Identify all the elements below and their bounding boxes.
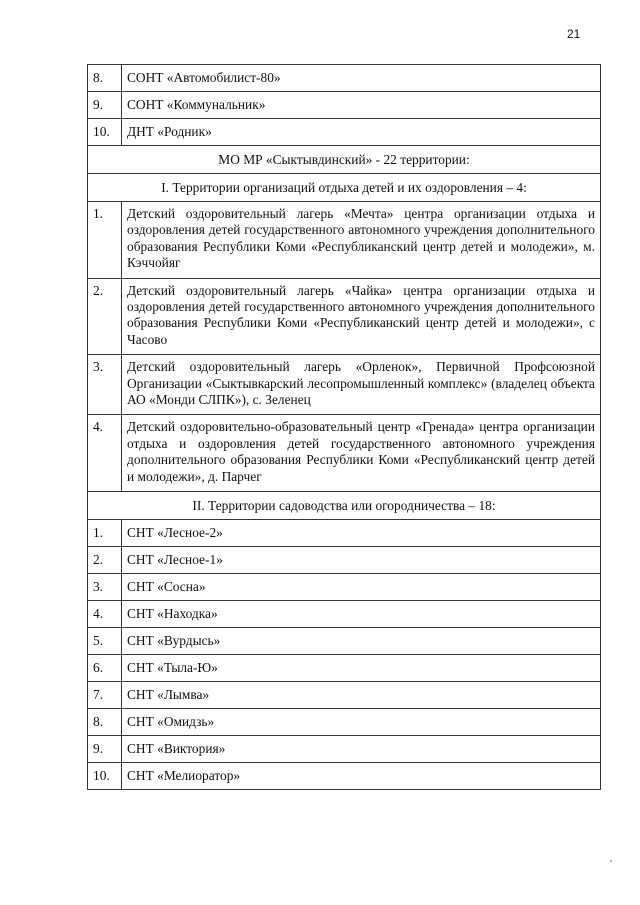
- table-row: [88, 415, 601, 492]
- row-number: 5.: [88, 628, 122, 655]
- row-text: СНТ «Вурдысь»: [122, 628, 601, 655]
- section-header-row: [88, 174, 601, 202]
- section-header-row: [88, 492, 601, 520]
- table-row: [88, 92, 601, 119]
- table-row: [88, 574, 601, 601]
- row-number: 4.: [88, 415, 122, 492]
- table-row: [88, 278, 601, 355]
- row-number: 7.: [88, 682, 122, 709]
- row-number: 9.: [88, 92, 122, 119]
- row-number: 2.: [88, 278, 122, 355]
- table-row: [88, 682, 601, 709]
- table-row: [88, 763, 601, 790]
- row-number: 4.: [88, 601, 122, 628]
- table-row: [88, 520, 601, 547]
- row-text: СНТ «Омидзь»: [122, 709, 601, 736]
- row-text: Детский оздоровительный лагерь «Чайка» центра организации отдыха и оздоровления детей государственного автономного учреждения дополнительного образования Республики Коми «Республиканский центр детей и молодежи», с Часово: [122, 278, 601, 355]
- row-text: СНТ «Находка»: [122, 601, 601, 628]
- table-row: [88, 709, 601, 736]
- table-row: [88, 736, 601, 763]
- row-text: СОНТ «Автомобилист-80»: [122, 65, 601, 92]
- row-text: СОНТ «Коммунальник»: [122, 92, 601, 119]
- row-text: ДНТ «Родник»: [122, 119, 601, 146]
- row-number: 2.: [88, 547, 122, 574]
- section2-header: II. Территории садоводства или огородничества – 18:: [88, 492, 601, 520]
- row-text: СНТ «Лесное-1»: [122, 547, 601, 574]
- region-header-row: [88, 146, 601, 174]
- territories-table: [87, 64, 601, 790]
- row-text: СНТ «Лымва»: [122, 682, 601, 709]
- row-number: 1.: [88, 520, 122, 547]
- row-number: 3.: [88, 574, 122, 601]
- row-number: 10.: [88, 119, 122, 146]
- row-number: 8.: [88, 709, 122, 736]
- table-row: [88, 547, 601, 574]
- row-number: 3.: [88, 355, 122, 415]
- row-text: Детский оздоровительный лагерь «Мечта» центра организации отдыха и оздоровления детей государственного автономного учреждения дополнительного образования Республики Коми «Республиканский центр детей и молодежи», м. Кэччойяг: [122, 202, 601, 279]
- row-number: 8.: [88, 65, 122, 92]
- table-row: [88, 601, 601, 628]
- table-row: [88, 202, 601, 279]
- table-row: [88, 628, 601, 655]
- row-number: 6.: [88, 655, 122, 682]
- table-row: [88, 65, 601, 92]
- row-text: Детский оздоровительно-образовательный центр «Гренада» центра организации отдыха и оздоровления детей государственного автономного учреждения дополнительного образования Республики Коми «Республиканский центр детей и молодежи», д. Парчег: [122, 415, 601, 492]
- row-text: СНТ «Лесное-2»: [122, 520, 601, 547]
- row-text: СНТ «Виктория»: [122, 736, 601, 763]
- row-text: СНТ «Тыла-Ю»: [122, 655, 601, 682]
- table-row: [88, 119, 601, 146]
- row-text: СНТ «Сосна»: [122, 574, 601, 601]
- row-number: 9.: [88, 736, 122, 763]
- section1-header: I. Территории организаций отдыха детей и их оздоровления – 4:: [88, 174, 601, 202]
- row-text: Детский оздоровительный лагерь «Орленок», Первичной Профсоюзной Организации «Сыктывкарский лесопромышленный комплекс» (владелец объекта АО «Монди СЛПК»), с. Зеленец: [122, 355, 601, 415]
- page-number: 21: [567, 27, 581, 41]
- table-row: [88, 655, 601, 682]
- row-number: 10.: [88, 763, 122, 790]
- row-text: СНТ «Мелиоратор»: [122, 763, 601, 790]
- table-row: [88, 355, 601, 415]
- region-header: МО МР «Сыктывдинский» - 22 территории:: [88, 146, 601, 174]
- row-number: 1.: [88, 202, 122, 279]
- scan-artifact-dot: [610, 860, 612, 862]
